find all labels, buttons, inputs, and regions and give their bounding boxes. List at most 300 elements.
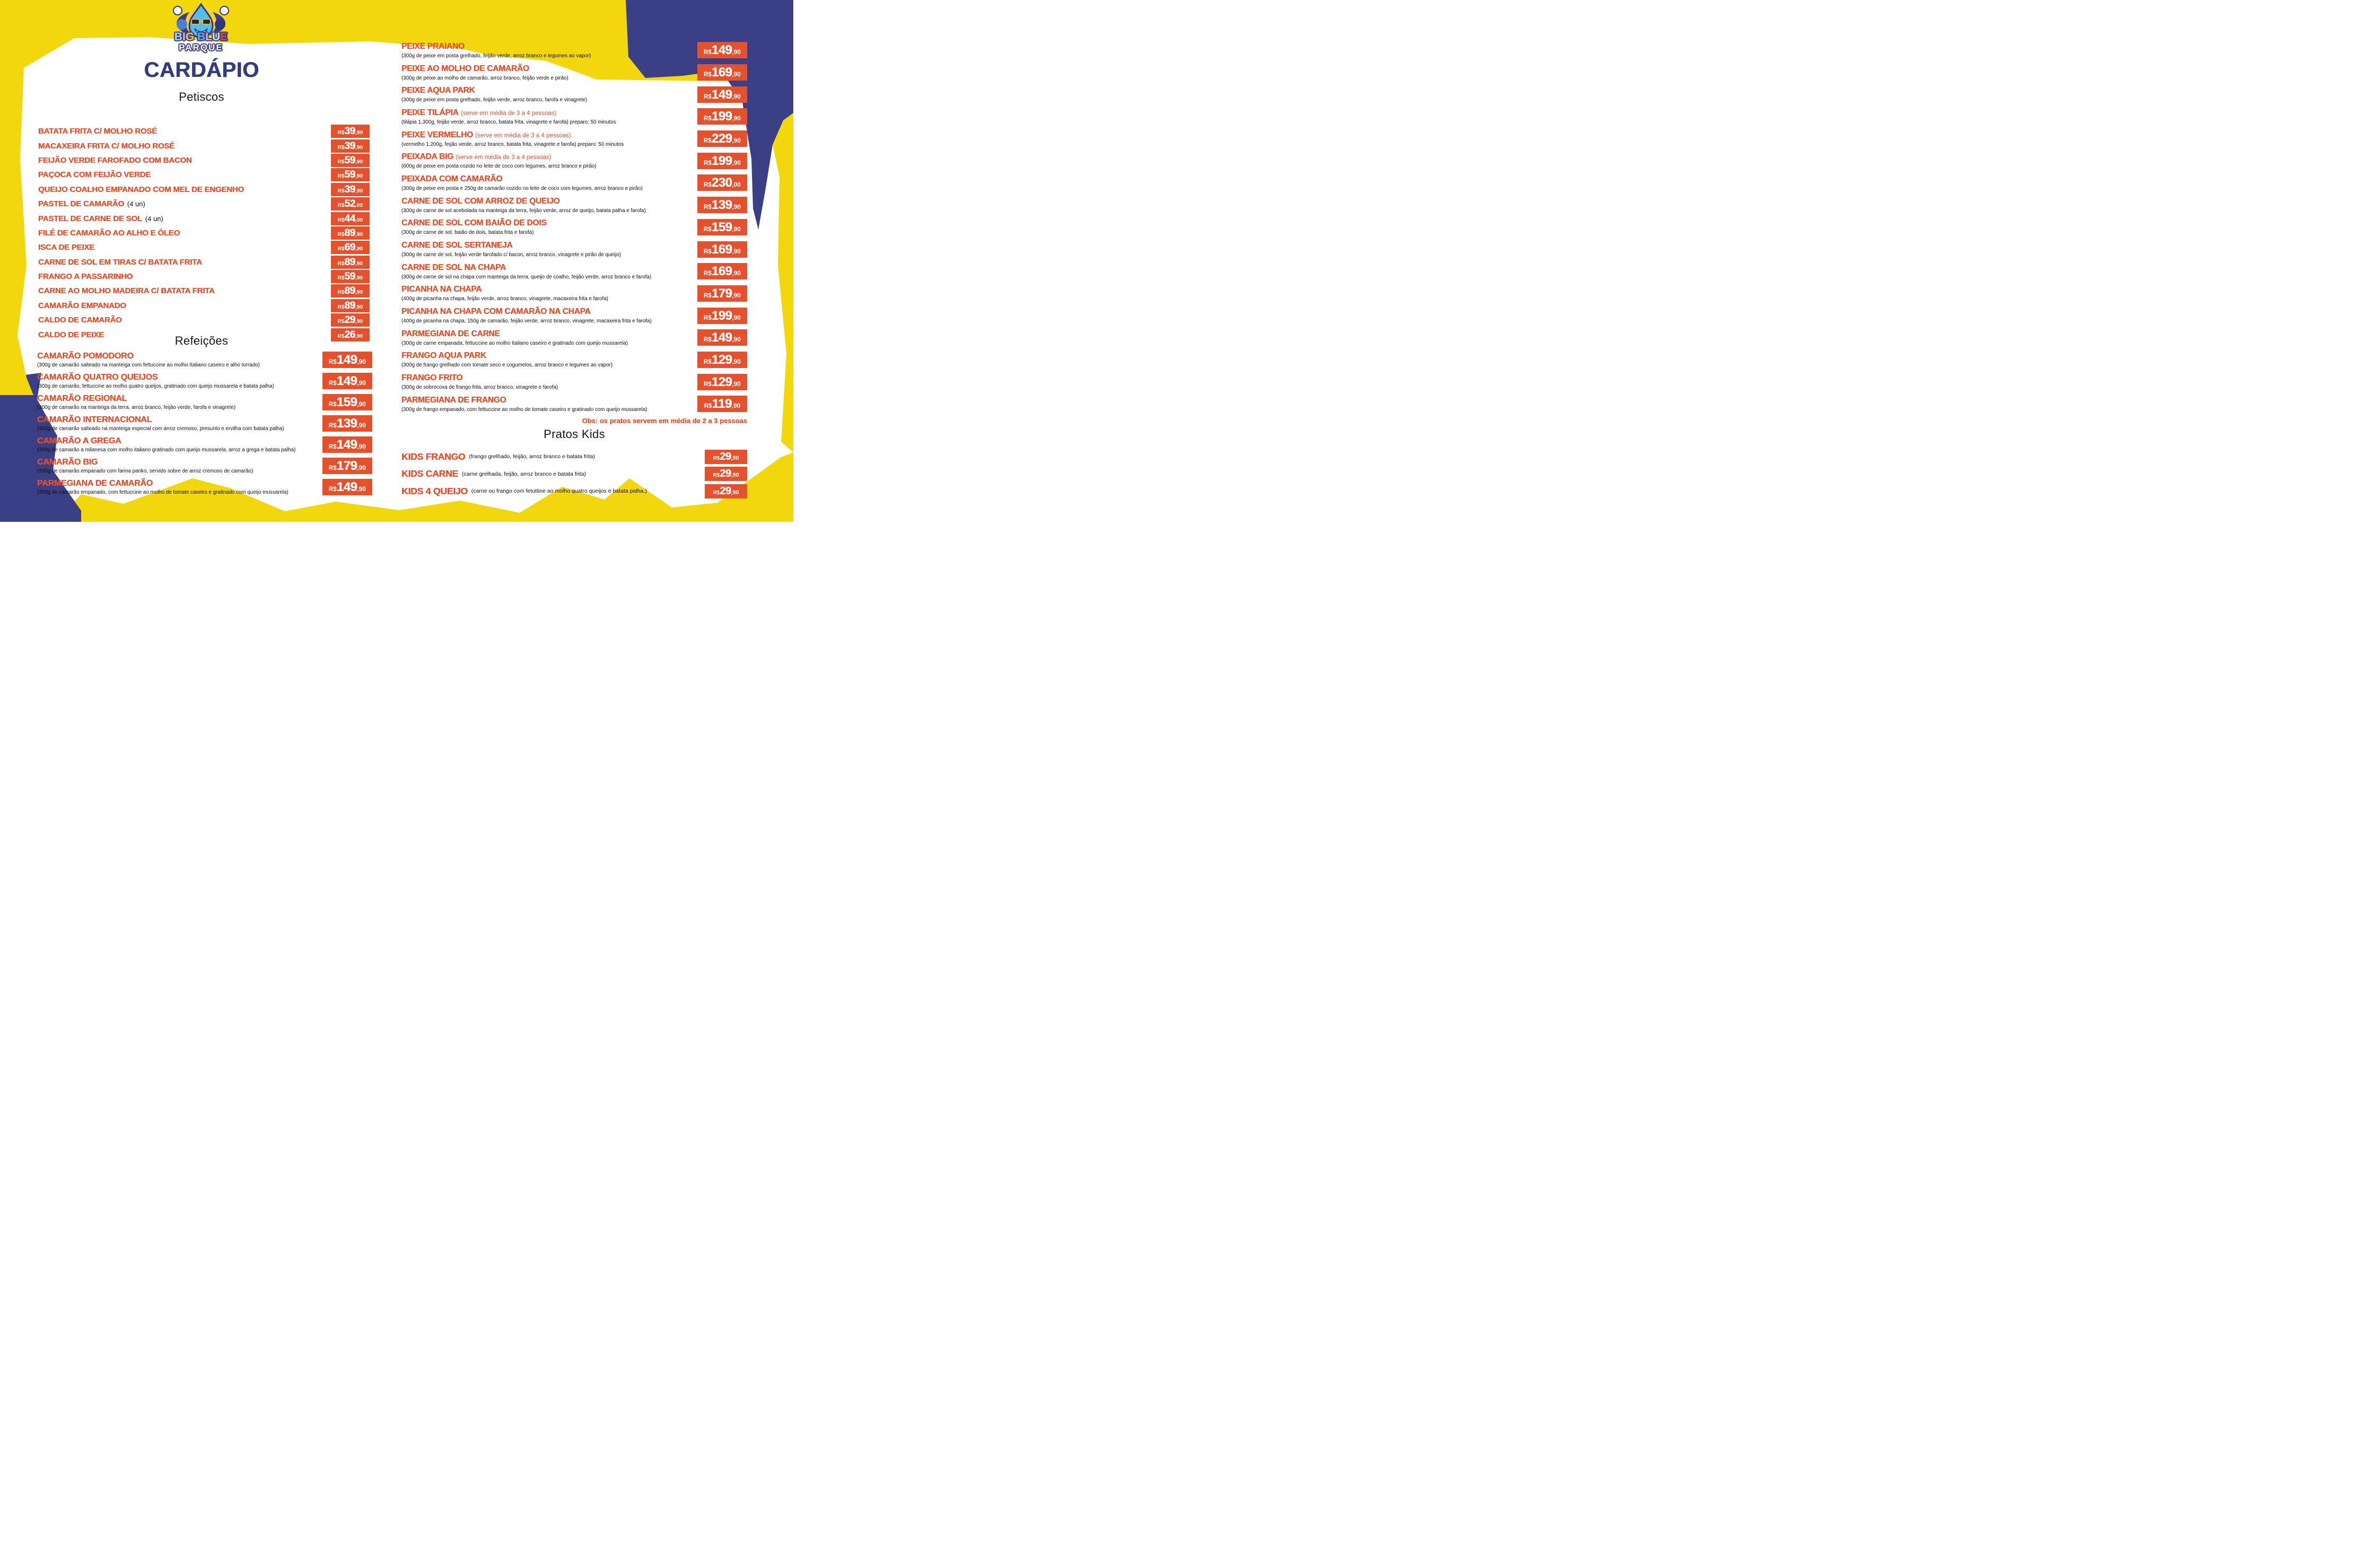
price-currency: R$ <box>713 489 720 496</box>
item-name: CAMARÃO QUATRO QUEIJOS <box>37 372 158 382</box>
price-currency: R$ <box>337 333 345 339</box>
logo-letter: L <box>205 31 212 43</box>
item-name: CAMARÃO EMPANADO <box>38 301 126 310</box>
menu-item-row <box>38 138 370 153</box>
menu-item-row <box>401 466 747 483</box>
price-integer: 179 <box>336 458 357 473</box>
item-name: PEIXE TILÁPIA <box>401 108 459 117</box>
item-name: CARNE DE SOL EM TIRAS C/ BATATA FRITA <box>38 257 202 267</box>
price-currency: R$ <box>337 159 345 165</box>
price-decimals: ,90 <box>355 289 363 296</box>
menu-item-row <box>401 349 747 371</box>
item-name-line <box>401 42 693 51</box>
price-decimals: ,90 <box>357 379 366 387</box>
menu-item-row <box>37 391 372 413</box>
price-badge <box>331 241 370 254</box>
item-name: PASTEL DE CARNE DE SOL <box>38 214 142 223</box>
item-text <box>401 218 697 235</box>
item-description: (300g de camarão empanado, com fettuccine ao molho de tomate caseiro e gratinado com queijo mussarela) <box>37 489 288 495</box>
price-badge <box>331 197 370 211</box>
menu-item-row <box>401 106 747 128</box>
price-badge <box>331 168 370 181</box>
item-name: PASTEL DE CAMARÃO <box>38 199 124 209</box>
item-description: (300g de frango empanado, com fettuccine ao molho de tomate caseiro e gratinado com queijo mussarela) <box>401 406 648 413</box>
price-decimals: ,90 <box>732 71 741 78</box>
item-text <box>401 64 697 81</box>
price-badge <box>322 436 372 453</box>
price-decimals: ,90 <box>732 159 741 167</box>
price-badge <box>697 86 747 103</box>
item-name: FILÉ DE CAMARÃO AO ALHO E ÓLEO <box>38 228 180 238</box>
menu-item-row <box>38 269 370 284</box>
item-text <box>37 394 322 410</box>
logo-letter: B <box>197 31 206 43</box>
logo-letter: U <box>212 31 221 43</box>
item-name: CALDO DE CAMARÃO <box>38 316 122 325</box>
price-badge <box>697 263 747 279</box>
item-text <box>401 174 697 191</box>
item-text <box>37 458 322 474</box>
price-decimals: ,90 <box>355 173 363 180</box>
item-name-line <box>401 373 693 383</box>
price-badge <box>322 352 372 368</box>
item-name-line <box>401 396 693 405</box>
price-currency: R$ <box>704 381 712 388</box>
price-decimals: ,00 <box>355 216 363 223</box>
price-decimals: ,90 <box>355 187 363 194</box>
price-currency: R$ <box>337 217 345 223</box>
price-integer: 52 <box>344 198 355 210</box>
item-name: KIDS FRANGO <box>401 451 466 462</box>
price-badge <box>697 219 747 235</box>
price-badge <box>331 183 370 196</box>
menu-item-row <box>38 124 370 138</box>
item-name-line <box>401 197 693 206</box>
price-integer: 29 <box>344 314 355 326</box>
menu-item-row <box>38 153 370 168</box>
item-name: MACAXEIRA FRITA C/ MOLHO ROSÉ <box>38 141 174 151</box>
price-integer: 129 <box>711 352 732 367</box>
item-name-line <box>401 64 693 74</box>
price-badge <box>331 270 370 283</box>
item-name: ISCA DE PEIXE <box>38 243 95 252</box>
item-text <box>401 130 697 147</box>
price-currency: R$ <box>329 422 337 429</box>
price-badge <box>697 130 747 147</box>
price-currency: R$ <box>329 465 337 471</box>
price-decimals: ,90 <box>355 129 363 136</box>
item-name: PEIXE AO MOLHO DE CAMARÃO <box>401 64 529 73</box>
price-badge <box>322 415 372 432</box>
menu-item-row <box>401 128 747 150</box>
item-name-line <box>401 307 693 317</box>
menu-item-row <box>401 283 747 305</box>
price-currency: R$ <box>337 304 345 310</box>
item-name: CAMARÃO A GREGA <box>37 436 121 445</box>
item-text <box>37 352 322 368</box>
item-name: CARNE DE SOL SERTANEJA <box>401 241 513 250</box>
item-name: PARMEGIANA DE CARNE <box>401 329 500 338</box>
item-name-line <box>401 86 693 95</box>
menu-item-row <box>401 393 747 415</box>
price-badge <box>697 329 747 346</box>
price-badge <box>331 256 370 269</box>
item-text <box>37 373 322 389</box>
price-badge <box>331 299 370 312</box>
menu-item-row <box>38 168 370 182</box>
item-description: (300g de peixe em posta e 250g de camarão cozido no leite de coco com legumes, arroz branco e pirão) <box>401 185 643 191</box>
menu-item-row <box>401 39 747 62</box>
price-decimals: ,90 <box>731 472 739 479</box>
item-name: PEIXE PRAIANO <box>401 41 465 51</box>
item-name-line <box>401 130 693 140</box>
item-name: CARNE DE SOL COM BAIÃO DE DOIS <box>401 218 547 228</box>
price-integer: 159 <box>336 395 357 409</box>
menu-item-row <box>401 448 747 466</box>
item-text <box>401 307 697 324</box>
item-description: (300g de carne de sol na chapa com manteiga da terra, queijo de coalho, feijão verde, arroz branco e farofa) <box>401 274 652 280</box>
price-badge <box>697 197 747 213</box>
item-name-line <box>401 263 693 273</box>
price-currency: R$ <box>337 188 345 194</box>
item-description: (400g de picanha na chapa, 150g de camarão, feijão verde, arroz branco, vinagrete, macaxeira frita e farofa) <box>401 318 652 325</box>
price-integer: 149 <box>336 373 357 388</box>
price-decimals: ,90 <box>357 357 366 365</box>
item-serving-note: (serve em média de 3 a 4 pessoas) <box>475 132 571 139</box>
price-integer: 149 <box>711 87 732 102</box>
item-suffix: (4 un) <box>145 214 163 223</box>
price-decimals: ,90 <box>732 247 741 255</box>
price-integer: 229 <box>711 132 732 146</box>
item-description: (300g de carne empanada, fettuccine ao molho Italiano caseiro e gratinado com queijo mussarela) <box>401 340 628 346</box>
menu-item-row <box>37 370 372 391</box>
price-currency: R$ <box>704 337 712 344</box>
item-name: CARNE AO MOLHO MADEIRA C/ BATATA FRITA <box>38 286 215 296</box>
item-name-line <box>401 152 693 162</box>
price-badge <box>331 212 370 225</box>
logo-letter: I <box>182 31 186 43</box>
price-integer: 129 <box>711 374 732 389</box>
price-badge <box>697 42 747 58</box>
item-description: (400g de picanha na chapa, feijão verde, arroz branco, vinagrete, macaxeira frita e farofa) <box>401 296 608 302</box>
price-integer: 139 <box>336 416 357 431</box>
item-name-line <box>401 108 693 118</box>
price-integer: 139 <box>711 198 732 213</box>
item-text <box>37 479 322 495</box>
logo-letter: G <box>185 31 195 43</box>
menu-item-row <box>37 455 372 476</box>
item-description: (300g de carne de sol, baião de dois, batata frita e farofa) <box>401 230 534 236</box>
price-badge <box>322 394 372 410</box>
item-name: FEIJÃO VERDE FAROFADO COM BACON <box>38 155 192 165</box>
item-description: (300g de peixe ao molho de camarão, arroz branco, feijão verde e pirão) <box>401 75 568 81</box>
price-currency: R$ <box>337 246 345 252</box>
price-badge <box>697 153 747 169</box>
price-integer: 26 <box>344 329 355 340</box>
price-integer: 39 <box>344 140 355 152</box>
item-description: (300g de camarão a milanesa com molho italiano gratinado com queijo mussarela, arroz a grega e batata palha) <box>37 447 296 453</box>
price-badge <box>331 284 370 298</box>
price-badge <box>331 226 370 240</box>
item-serving-note: (serve em média de 3 a 4 pessoas) <box>456 154 552 161</box>
item-description: (300g de carne de sol, feijão verde farofado c/ bacon, arroz branco, vinagrete e pirão de queijo) <box>401 252 621 258</box>
section-heading-refeicoes: Refeições <box>174 334 229 347</box>
menu-item-row <box>401 150 747 172</box>
price-badge <box>705 467 747 481</box>
item-text <box>401 263 697 280</box>
price-decimals: ,90 <box>357 442 366 450</box>
price-integer: 59 <box>344 271 355 283</box>
menu-item-row <box>38 240 370 255</box>
price-currency: R$ <box>704 292 712 299</box>
price-decimals: ,90 <box>732 291 741 299</box>
item-name: QUEIJO COALHO EMPANADO COM MEL DE ENGENHO <box>38 185 244 194</box>
item-text <box>401 152 697 169</box>
price-decimals: ,90 <box>732 115 741 123</box>
price-badge <box>697 308 747 324</box>
section-heading-pratos-kids: Pratos Kids <box>544 427 605 441</box>
price-decimals: ,90 <box>355 158 363 165</box>
price-integer: 149 <box>711 330 732 345</box>
price-currency: R$ <box>704 270 712 277</box>
item-name: KIDS 4 QUEIJO <box>401 485 468 496</box>
price-badge <box>705 450 747 464</box>
item-name: PAÇOCA COM FEIJÃO VERDE <box>38 170 151 180</box>
item-name: KIDS CARNE <box>401 468 458 479</box>
price-badge <box>331 139 370 153</box>
price-integer: 29 <box>720 468 731 480</box>
price-currency: R$ <box>704 403 712 410</box>
item-name: FRANGO AQUA PARK <box>401 351 486 361</box>
menu-item-row <box>37 349 372 370</box>
price-decimals: ,90 <box>355 246 363 252</box>
menu-item-row <box>38 197 370 211</box>
price-integer: 149 <box>711 43 732 58</box>
section-heading-petiscos: Petiscos <box>179 90 224 103</box>
price-currency: R$ <box>337 130 345 136</box>
price-integer: 89 <box>344 256 355 268</box>
price-badge <box>322 373 372 389</box>
item-description: (300g de camarão salteado na manteiga com fettuccine ao molho Italiano caseiro e alho torrado) <box>37 362 260 368</box>
price-currency: R$ <box>704 358 712 365</box>
price-decimals: ,90 <box>355 260 363 267</box>
item-description: (300g de peixe em posta grelhado, feijão verde, arroz branco e legumes ao vapor) <box>401 53 591 59</box>
menu-item-row <box>38 313 370 327</box>
price-badge <box>697 108 747 125</box>
logo-letter: E <box>220 31 228 43</box>
price-currency: R$ <box>337 260 345 267</box>
menu-item-row <box>38 211 370 225</box>
item-text <box>401 86 697 103</box>
price-badge <box>331 125 370 138</box>
price-integer: 199 <box>711 153 732 168</box>
item-name: PARMEGIANA DE CAMARÃO <box>37 478 153 488</box>
price-badge <box>697 174 747 191</box>
menu-item-row <box>401 371 747 393</box>
item-description: (300g de carne de sol acebolada na manteiga da terra, feijão verde, arroz de queijo, batata palha e farofa) <box>401 207 646 214</box>
menu-item-row <box>37 434 372 455</box>
price-currency: R$ <box>337 319 345 325</box>
item-suffix: (4 un) <box>127 200 145 208</box>
price-badge <box>697 64 747 81</box>
price-decimals: ,90 <box>357 485 366 493</box>
price-integer: 39 <box>344 126 355 137</box>
menu-item-row <box>38 284 370 298</box>
item-name: FRANGO FRITO <box>401 373 463 383</box>
price-integer: 39 <box>344 183 355 195</box>
item-name: CAMARÃO BIG <box>37 457 98 467</box>
item-name: PARMEGIANA DE FRANGO <box>401 395 506 405</box>
menu-item-row <box>401 483 747 500</box>
price-currency: R$ <box>713 473 720 479</box>
price-integer: 119 <box>712 397 732 412</box>
price-currency: R$ <box>337 290 345 296</box>
item-description: (carne grelhada, feijão, arroz branco e batata frita) <box>461 470 586 477</box>
menu-item-row <box>401 260 747 283</box>
item-description: (300g de sobrecoxa de frango frita, arroz branco, vinagrete e farofa) <box>401 384 558 391</box>
price-currency: R$ <box>704 160 712 167</box>
price-integer: 230 <box>711 176 732 190</box>
item-description: (300g de camarão na manteiga da terra, arroz branco, feijão verde, farofa e vinagrete) <box>37 404 236 410</box>
item-text <box>401 396 697 413</box>
price-currency: R$ <box>337 203 345 209</box>
item-name: BATATA FRITA C/ MOLHO ROSÉ <box>38 127 157 136</box>
price-integer: 29 <box>720 485 731 497</box>
item-text <box>401 42 697 59</box>
price-currency: R$ <box>329 443 337 450</box>
item-name-line <box>401 329 693 339</box>
price-badge <box>697 374 747 390</box>
price-decimals: ,90 <box>732 137 741 145</box>
price-integer: 59 <box>344 154 355 166</box>
price-integer: 59 <box>344 169 355 181</box>
item-name: PEIXADA COM CAMARÃO <box>401 174 503 183</box>
price-badge <box>697 352 747 368</box>
price-integer: 89 <box>344 300 355 311</box>
serving-observation: Obs: os pratos servem em média de 2 a 3 pessoas <box>582 417 747 425</box>
price-decimals: ,90 <box>732 380 741 388</box>
price-decimals: ,00 <box>355 202 363 209</box>
price-decimals: ,90 <box>357 463 366 471</box>
price-currency: R$ <box>704 49 712 56</box>
price-integer: 149 <box>336 352 357 367</box>
menu-item-row <box>37 476 372 497</box>
price-currency: R$ <box>704 314 712 321</box>
price-decimals: ,90 <box>355 144 363 151</box>
menu-item-row <box>401 216 747 239</box>
item-name: CALDO DE PEIXE <box>38 330 104 339</box>
item-description: (vermelho 1,200g, feijão verde, arroz branco, batata frita, vinagrete e farofa) preparo: 50 minutos <box>401 141 624 147</box>
price-decimals: ,90 <box>731 489 739 496</box>
kids-list <box>401 448 747 500</box>
price-currency: R$ <box>337 144 345 151</box>
price-integer: 44 <box>344 213 355 224</box>
logo-letter: B <box>174 31 182 43</box>
item-description: (tilápia 1,300g, feijão verde, arroz branco, batata frita, vinagrete e farofa) preparo: 50 minutos <box>401 119 616 125</box>
item-text <box>401 241 697 258</box>
item-text <box>37 436 322 453</box>
price-currency: R$ <box>704 116 712 123</box>
menu-item-row <box>401 194 747 216</box>
price-integer: 169 <box>711 65 732 80</box>
price-decimals: ,90 <box>732 269 741 277</box>
item-name-line <box>401 218 693 228</box>
price-decimals: ,00 <box>732 181 741 189</box>
item-name: FRANGO A PASSARINHO <box>38 272 133 282</box>
price-decimals: ,90 <box>355 231 363 238</box>
item-name: PEIXADA BIG <box>401 152 453 162</box>
item-name-line <box>401 285 693 294</box>
price-integer: 159 <box>711 220 732 234</box>
item-description: (frango grelhado, feijão, arroz branco e batata frita) <box>469 453 595 460</box>
price-currency: R$ <box>704 72 712 78</box>
item-description: (600g de peixe em posta cozido no leite de coco com legumes, arroz branco e pirão) <box>401 163 597 170</box>
price-integer: 199 <box>711 308 732 323</box>
price-badge <box>697 285 747 302</box>
price-currency: R$ <box>337 231 345 238</box>
price-decimals: ,90 <box>732 313 741 321</box>
price-currency: R$ <box>704 182 712 189</box>
price-integer: 149 <box>336 437 357 452</box>
price-currency: R$ <box>713 455 720 461</box>
price-decimals: ,90 <box>732 357 741 365</box>
price-integer: 169 <box>711 264 732 279</box>
menu-item-row <box>38 182 370 197</box>
item-text <box>401 351 697 368</box>
item-name: PICANHA NA CHAPA COM CAMARÃO NA CHAPA <box>401 307 591 317</box>
item-name-line <box>401 351 693 361</box>
item-description: (300g de camarão empanado com farina panko, servido sobre de arroz cremoso de camarão) <box>37 468 253 474</box>
price-currency: R$ <box>337 275 345 282</box>
price-badge <box>331 328 370 342</box>
price-badge <box>322 479 372 495</box>
menu-item-row <box>401 304 747 327</box>
price-integer: 89 <box>344 285 355 297</box>
menu-item-row <box>37 413 372 434</box>
price-currency: R$ <box>704 226 712 233</box>
menu-item-row <box>38 299 370 313</box>
price-decimals: ,90 <box>732 336 741 344</box>
price-integer: 149 <box>336 479 357 494</box>
item-name-line <box>401 174 693 184</box>
item-text <box>401 329 697 346</box>
item-name: PICANHA NA CHAPA <box>401 285 482 294</box>
price-integer: 89 <box>344 227 355 239</box>
price-decimals: ,90 <box>731 402 741 410</box>
price-integer: 199 <box>711 109 732 124</box>
price-badge <box>705 484 747 498</box>
main-dishes-list <box>401 39 747 415</box>
price-badge <box>331 313 370 327</box>
logo-word-parque: PARQUE <box>179 42 223 53</box>
menu-item-row <box>401 62 747 84</box>
price-integer: 169 <box>711 242 732 257</box>
price-currency: R$ <box>704 93 712 100</box>
item-name: CAMARÃO INTERNACIONAL <box>37 415 152 424</box>
price-decimals: ,90 <box>357 400 366 408</box>
page-title: CARDÁPIO <box>144 58 259 82</box>
item-description: (300g de camarão salteado na manteiga especial com arroz cremoso, presunto e ervilha com batata palha) <box>37 425 284 432</box>
price-currency: R$ <box>329 380 337 387</box>
item-text <box>401 285 697 302</box>
petiscos-list <box>38 124 370 342</box>
item-name: CAMARÃO REGIONAL <box>37 393 127 403</box>
price-currency: R$ <box>329 486 337 493</box>
price-decimals: ,90 <box>355 318 363 325</box>
item-name-line <box>401 241 693 250</box>
price-decimals: ,90 <box>732 48 741 56</box>
big-blue-parque-logo <box>156 1 246 60</box>
